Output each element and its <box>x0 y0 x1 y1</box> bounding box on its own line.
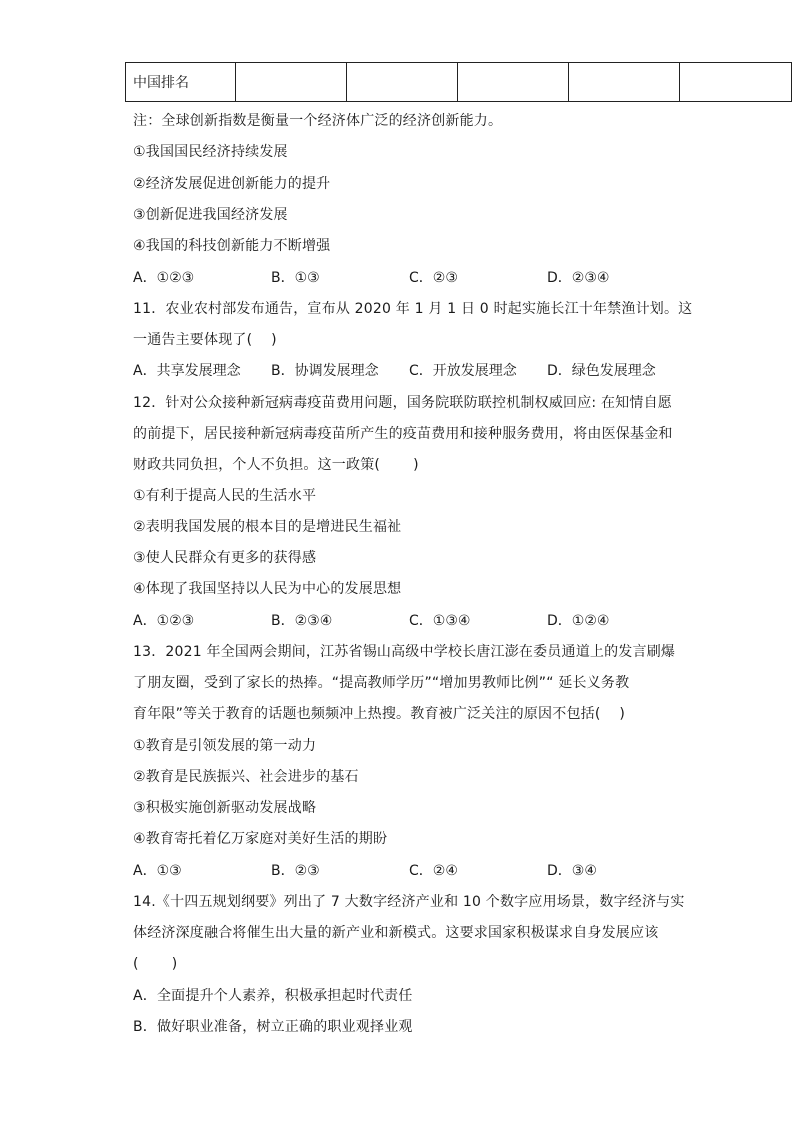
q14-stem-line-2: 体经济深度融合将催生出大量的新产业和新模式。这要求国家积极谋求自身发展应该 <box>133 925 659 941</box>
q12-statement-3: ③使人民群众有更多的获得感 <box>133 550 317 566</box>
q13-option-b[interactable]: B．②③ <box>271 863 320 879</box>
table-cell <box>458 63 569 102</box>
q12-statement-4: ④体现了我国坚持以人民为中心的发展思想 <box>133 581 402 597</box>
q13-option-c[interactable]: C．②④ <box>409 863 458 879</box>
q10-option-a[interactable]: A．①②③ <box>133 270 195 286</box>
q10-statement-1: ①我国国民经济持续发展 <box>133 144 288 160</box>
q13-option-a[interactable]: A．①③ <box>133 863 182 879</box>
q10-option-d[interactable]: D．②③④ <box>547 270 610 286</box>
q13-stem-line-3: 育年限”等关于教育的话题也频频冲上热搜。教育被广泛关注的原因不包括( ) <box>133 706 626 722</box>
q14-stem-line-1: 14.《十四五规划纲要》列出了 7 大数字经济产业和 10 个数字应用场景，数字经济与实 <box>133 894 685 910</box>
table-cell <box>680 63 792 102</box>
q11-option-d[interactable]: D．绿色发展理念 <box>547 363 656 379</box>
table-cell <box>569 63 680 102</box>
q12-option-c[interactable]: C．①③④ <box>409 613 471 629</box>
q10-option-c[interactable]: C．②③ <box>409 270 458 286</box>
row-label: 中国排名 <box>126 63 236 102</box>
q13-option-d[interactable]: D．③④ <box>547 863 597 879</box>
ranking-table <box>125 62 792 102</box>
q12-option-d[interactable]: D．①②④ <box>547 613 610 629</box>
q12-option-a[interactable]: A．①②③ <box>133 613 195 629</box>
q10-statement-3: ③创新促进我国经济发展 <box>133 207 288 223</box>
q14-stem-line-3: ( ) <box>133 956 178 972</box>
q13-statement-1: ①教育是引领发展的第一动力 <box>133 738 317 754</box>
q12-stem-line-1: 12．针对公众接种新冠病毒疫苗费用问题，国务院联防联控机制权威回应: 在知情自愿 <box>133 395 672 411</box>
q12-option-b[interactable]: B．②③④ <box>271 613 333 629</box>
q12-stem-line-3: 财政共同负担，个人不负担。这一政策( ) <box>133 457 419 473</box>
q10-statement-4: ④我国的科技创新能力不断增强 <box>133 238 331 254</box>
q14-option-a[interactable]: A．全面提升个人素养，积极承担起时代责任 <box>133 988 413 1004</box>
q10-statement-2: ②经济发展促进创新能力的提升 <box>133 176 331 192</box>
q13-statement-3: ③积极实施创新驱动发展战略 <box>133 800 317 816</box>
table-cell <box>236 63 347 102</box>
q10-option-b[interactable]: B．①③ <box>271 270 320 286</box>
q13-statement-2: ②教育是民族振兴、社会进步的基石 <box>133 769 359 785</box>
q11-option-c[interactable]: C．开放发展理念 <box>409 363 517 379</box>
q12-statement-2: ②表明我国发展的根本目的是增进民生福祉 <box>133 519 402 535</box>
table-cell <box>347 63 458 102</box>
q11-option-b[interactable]: B．协调发展理念 <box>271 363 379 379</box>
q11-option-a[interactable]: A．共享发展理念 <box>133 363 241 379</box>
q13-stem-line-1: 13．2021 年全国两会期间，江苏省锡山高级中学校长唐江澎在委员通道上的发言刷爆 <box>133 644 676 660</box>
q11-stem-line-2: 一通告主要体现了( ) <box>133 332 277 348</box>
table-note: 注：全球创新指数是衡量一个经济体广泛的经济创新能力。 <box>133 113 503 129</box>
table-row <box>126 63 792 102</box>
q12-statement-1: ①有利于提高人民的生活水平 <box>133 488 317 504</box>
q11-stem-line-1: 11．农业农村部发布通告，宣布从 2020 年 1 月 1 日 0 时起实施长江十年禁渔计划。这 <box>133 301 693 317</box>
q14-option-b[interactable]: B．做好职业准备，树立正确的职业观择业观 <box>133 1019 413 1035</box>
q13-statement-4: ④教育寄托着亿万家庭对美好生活的期盼 <box>133 831 388 847</box>
q13-stem-line-2: 了朋友圈，受到了家长的热捧。“提高教师学历”“增加男教师比例”“ 延长义务教 <box>133 675 630 691</box>
q12-stem-line-2: 的前提下，居民接种新冠病毒疫苗所产生的疫苗费用和接种服务费用，将由医保基金和 <box>133 426 673 442</box>
